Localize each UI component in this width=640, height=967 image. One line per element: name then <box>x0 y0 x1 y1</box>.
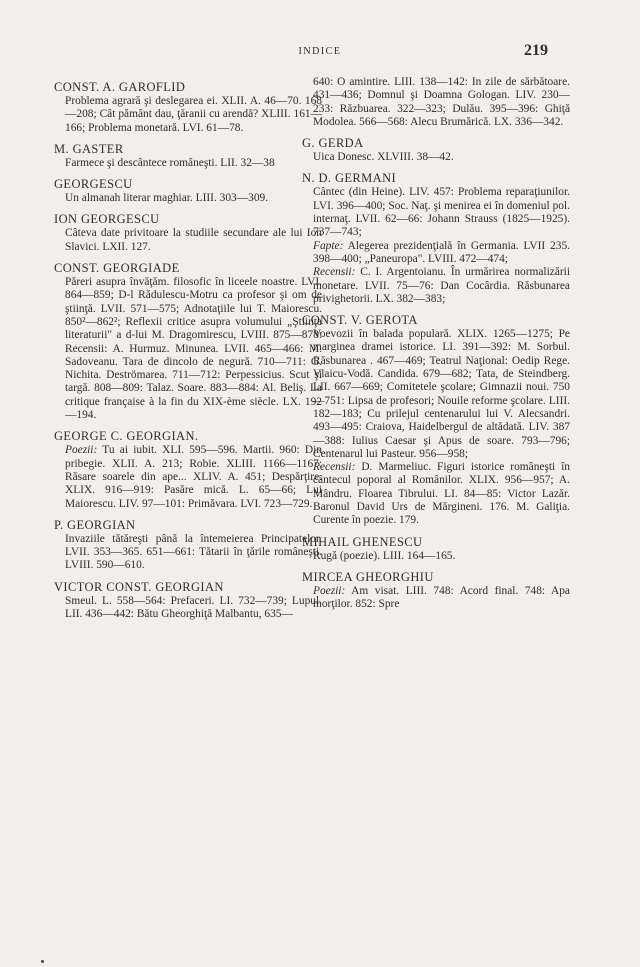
page-number: 219 <box>524 42 548 59</box>
entry-text-part: Tu ai iubit. XLI. 595—596. Martii. 960: Din pribegie. XLII. A. 213; Robie. XLIII. 1166—1167: Răsare soarele din ape... XLIV. A. 451; Despărţire. XLIX. 916—919: Pasăre mică. L. 65—66; Lui Maiorescu. LIV. 97—101: Primăvara. LVI. 723—729. <box>65 444 322 510</box>
index-entry <box>302 570 570 612</box>
author-name: CONST. A. GAROFLID <box>54 80 186 94</box>
left-column <box>54 80 322 628</box>
author-name: CONST. V. GEROTA <box>302 313 418 328</box>
entry-text <box>313 240 570 267</box>
author-name: GEORGESCU <box>54 177 133 192</box>
entry-text: Problema agrară şi deslegarea ei. XLII. A. 46—70. 168—208; Cât pământ dau, ţăranii cu arendă? XLIII. 161—166; Problema monetară. LVI. 61—78. <box>65 95 322 134</box>
entry-text: 640: O amintire. LIII. 138—142: In zile de sărbătoare. 431—436; Domnul şi Doamna Gologan. LIV. 230—233: Răzbuarea. 322—323; Dulău. 395—396: Ghiţă Modolea. 566—568: Alecu Brumărică. LX. 336—342. <box>313 76 570 128</box>
entry-text: Invaziile tătăreşti până la întemeierea Principatelor. LVII. 353—365. 651—661: Tătarii în ţările româneşti. LVIII. 590—610. <box>65 532 322 572</box>
author-name: M. GASTER <box>54 141 124 156</box>
index-entry <box>54 261 322 422</box>
section-label: Fapte: <box>313 239 344 252</box>
entry-text: Câteva date privitoare la studiile secundare ale lui Ion Slavici. LXII. 127. <box>65 227 322 253</box>
section-label: Poezii: <box>65 444 98 457</box>
entry-text: Voevozii în balada populară. XLIX. 1265—1275; Pe marginea dramei istorice. LI. 391—392: M. Sorbul. Răsbunarea . 467—469; Teatrul Naţional: Oedip Rege. Vlaicu-Vodă. Candida. 679—682; Tata, de Steindberg. LII. 667—669; Comitetele şcolare; Gimnazii noui. 750—751: Lipsa de profesori; Nouile reforme şcolare. LIII. 182—183; Cu prilejul centenarului lui V. Alecsandri. 493—495: Craiova, Haidelbergul de altădată. LIV. 387—388: Iulius Caesar şi Apus de soare. 793—796; Centenarul lui Pasteur. 956—958; <box>313 328 570 460</box>
author-name: CONST. GEORGIADE <box>54 261 180 276</box>
right-column <box>302 76 570 619</box>
index-entry <box>54 80 322 135</box>
entry-text: Cântec (din Heine). LIV. 457: Problema reparaţiunilor. LVI. 396—400; Soc. Naţ. şi menirea ei în domeniul pol. internaţ. LVII. 62—66: Johann Strauss (1825—1925). 737—743; <box>313 186 570 239</box>
entry-text: Farmece şi descântece româneşti. LII. 32—38 <box>65 156 275 169</box>
section-label: Poezii: <box>313 584 346 597</box>
author-name: GEORGE C. GEORGIAN. <box>54 429 199 444</box>
index-entry <box>302 313 570 527</box>
entry-text-part: D. Marmeliuc. Figuri istorice româneşti în cântecul poporal al Românilor. XLIX. 956—957; A. Mândru. Floarea Tibrului. LI. 84—85: Victor Lazăr. Baronul David Urs de Mărgineni. 176. M. Galiţia. Curente în poezie. 179. <box>313 461 570 527</box>
entry-text <box>313 585 570 612</box>
section-label: Recensii: <box>313 266 356 279</box>
running-title: INDICE <box>298 46 342 57</box>
entry-text: Rugă (poezie). LIII. 164—165. <box>313 549 456 562</box>
author-name: P. GEORGIAN <box>54 517 136 532</box>
page-header <box>0 42 640 62</box>
print-speck <box>41 960 44 963</box>
entry-text-part: Am visat. LIII. 748: Acord final. 748: Apa morţilor. 852: Spre <box>313 584 570 611</box>
index-entry <box>302 136 570 164</box>
index-entry <box>54 518 322 573</box>
author-name: MIRCEA GHEORGHIU <box>302 569 434 584</box>
entry-text: Un almanah literar maghiar. LIII. 303—309. <box>65 192 269 205</box>
entry-text <box>313 266 570 306</box>
entry-text <box>65 444 322 510</box>
index-entry <box>54 429 322 510</box>
index-entry <box>54 177 322 205</box>
entry-text-part: C. I. Argentoianu. În urmărirea normalizării monetare. LVII. 75—76: Dan Cocârdia. Răsbunarea privighetorii. LX. 382—383; <box>313 266 570 305</box>
index-entry <box>54 580 322 622</box>
index-entry <box>54 142 322 170</box>
index-entry-continued <box>302 76 570 129</box>
author-name: MIHAIL GHENESCU <box>302 534 423 549</box>
entry-text: Uica Donesc. XLVIII. 38—42. <box>313 151 454 164</box>
entry-text-part: Alegerea prezidenţială în Germania. LVII 235. 398—400; „Paneuropa". LVIII. 472—474; <box>313 239 570 265</box>
author-name: ION GEORGESCU <box>54 212 160 227</box>
entry-text: Smeul. L. 558—564: Prefaceri. LI. 732—739; Lupul. LII. 436—442: Bătu Gheorghiţă Malbantu, 635— <box>65 594 322 621</box>
section-label: Recensii: <box>313 461 356 474</box>
index-entry <box>54 212 322 254</box>
author-name: G. GERDA <box>302 136 364 151</box>
index-entry <box>302 171 570 306</box>
entry-text: Păreri asupra învăţăm. filosofic în liceele noastre. LVI. 864—859; D-l Rădulescu-Motru ca profesor şi om de ştiinţă. LVII. 571—575; Adnotaţiile lui T. Maiorescu. 850²—862²; Reflexii critice asupra volumului „Ştiinţa literaturii" a d-lui M. Dragomirescu, LVIII. 875—878: Recensii: A. Hurmuz. Minunea. LVII. 465—466: M. Sadoveanu. Tara de dincolo de negură. 710—711: G. Nichita. Deströmarea. 711—712: Perpessicius. Scut şi targă. 808—809: Talaz. Soare. 883—884: Al. Beliş. La critique française à la fin du XIX-ème siècle. LX. 192—194. <box>65 276 322 422</box>
index-entry <box>302 535 570 563</box>
author-name: N. D. GERMANI <box>302 171 397 186</box>
author-name: VICTOR CONST. GEORGIAN <box>54 579 224 594</box>
entry-text <box>313 461 570 527</box>
